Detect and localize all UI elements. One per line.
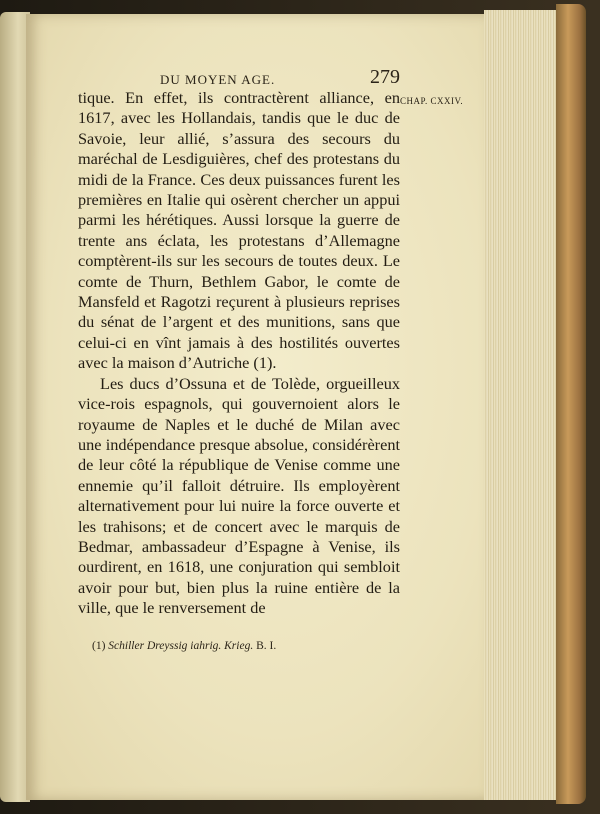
- page-stack-edges: [484, 10, 562, 800]
- running-title: DU MOYEN AGE.: [160, 72, 276, 87]
- paragraph: Les ducs d’Ossuna et de Tolède, orgueilleux vice-rois espagnols, qui gouvernoient alors le royaume de Naples et le duché de Milan avec une indépendance presque absolue, considérèrent de leur côté la république de Venise comme une ennemie qu’il falloit détruire. Ils employèrent alternativement pour lui nuire la force ouverte et les trahisons; et de concert avec le marquis de Bedmar, ambassadeur d’Espagne à Venise, ils ourdirent, en 1618, une conjuration qui sembloit avoir pour but, bien plus la ruine entière de la ville, que le renversement de: [78, 373, 400, 618]
- footnote-marker: (1): [92, 640, 106, 652]
- footnote: [92, 640, 412, 652]
- footnote-citation-volume: B. I.: [256, 640, 277, 652]
- footnote-citation-title: Schiller Dreyssig iahrig. Krieg.: [108, 640, 254, 652]
- body-text: [78, 88, 400, 619]
- margin-chapter-note: CHAP. CXXIV.: [400, 96, 464, 106]
- paragraph: tique. En effet, ils contractèrent alliance, en 1617, avec les Hollandais, tandis que le duc de Savoie, leur allié, s’assura des secours du maréchal de Lesdiguières, chef des protestans du midi de la France. Ces deux puissances furent les premières en Italie qui osèrent chercher un appui parmi les hérétiques. Aussi lorsque la guerre de trente ans éclata, les protestans d’Allemagne comptèrent-ils sur les secours de toutes deux. Le comte de Thurn, Bethlem Gabor, le comte de Mansfeld et Ragotzi reçurent à plusieurs reprises du sénat de l’argent et des munitions, sans que celui-ci en vînt jamais à des hostilités ouvertes avec la maison d’Autriche (1).: [78, 88, 400, 373]
- book-cover-edge: [556, 4, 586, 804]
- page-number: 279: [370, 66, 400, 88]
